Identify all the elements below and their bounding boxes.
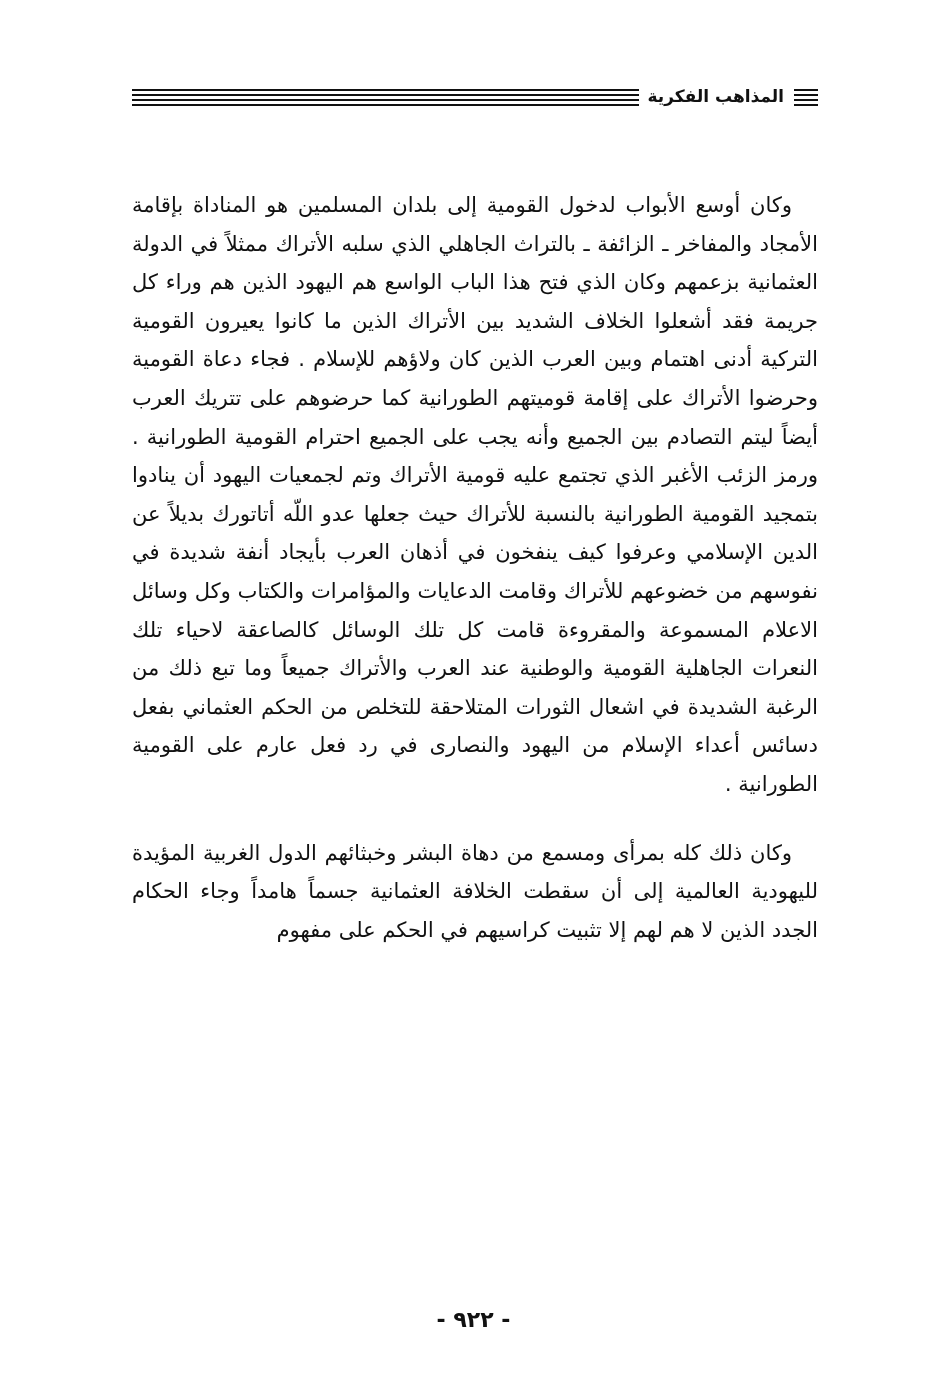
- header-rule-right: [794, 87, 818, 107]
- header-title: المذاهب الفكرية: [639, 85, 790, 109]
- paragraph-2: وكان ذلك كله بمرأى ومسمع من دهاة البشر وخبثائهم الدول الغربية المؤيدة لليهودية العالمية إلى أن سقطت الخلافة العثمانية جسماً هامداً وجاء الحكام الجدد الذين لا هم لهم إلا تثبيت كراسيهم في الحكم على مفهوم: [132, 840, 818, 942]
- body-text: [132, 186, 818, 949]
- header-rule-left: [132, 87, 642, 107]
- paragraph-1: وكان أوسع الأبواب لدخول القومية إلى بلدان المسلمين هو المناداة بإقامة الأمجاد والمفاخر ـ الزائفة ـ بالتراث الجاهلي الذي سلبه الأتراك ممثلاً في الدولة العثمانية بزعمهم وكان الذي فتح هذا الباب الواسع هم اليهود الذين هم وراء كل جريمة فقد أشعلوا الخلاف الشديد بين الأتراك الذين ما كانوا يعيرون القومية التركية أدنى اهتمام وبين العرب الذين كان ولاؤهم للإسلام . فجاء دعاة القومية وحرضوا الأتراك على إقامة قوميتهم الطورانية كما حرضوهم على تتريك العرب أيضاً ليتم التصادم بين الجميع وأنه يجب على الجميع احترام القومية الطورانية . ورمز الزئب الأغبر الذي تجتمع عليه قومية الأتراك وتم لجمعيات اليهود أن ينادوا بتمجيد القومية الطورانية بالنسبة للأتراك حيث جعلها عدو اللّه أتاتورك بديلاً عن الدين الإسلامي وعرفوا كيف ينفخون في أذهان العرب بأيجاد أنفة شديدة في نفوسهم من خضوعهم للأتراك وقامت الدعايات والمؤامرات والكتاب وكل وسائل الاعلام المسموعة والمقروءة قامت كل تلك الوسائل كالصاعقة لاحياء تلك النعرات الجاهلية القومية والوطنية عند العرب والأتراك جميعاً وما تبع ذلك من الرغبة الشديدة في اشعال الثورات المتلاحقة للتخلص من الحكم العثماني بفعل دسائس أعداء الإسلام من اليهود والنصارى في رد فعل عارم على القومية الطورانية .: [132, 193, 818, 796]
- running-header: [132, 83, 818, 113]
- page-number: - ٩٢٢ -: [436, 1308, 511, 1333]
